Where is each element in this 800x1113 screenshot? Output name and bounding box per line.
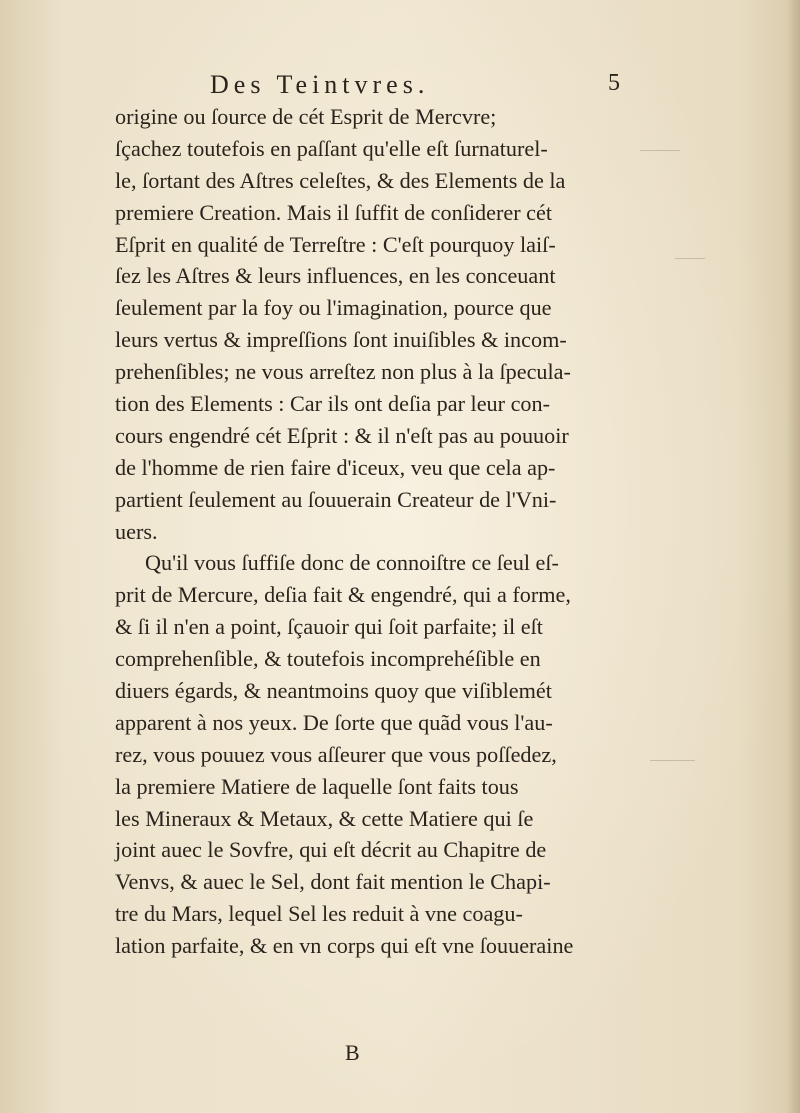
text-line: Qu'il vous ſuffiſe donc de connoiſtre ce ſeul eſ- [145,550,559,576]
text-line: ſez les Aſtres & leurs influences, en les conceuant [115,263,556,289]
text-line: diuers égards, & neantmoins quoy que viſiblemét [115,678,552,704]
text-line: & ſi il n'en a point, ſçauoir qui ſoit parfaite; il eſt [115,614,543,640]
body-text [115,101,635,962]
text-line: rez, vous pouuez vous aſſeurer que vous poſſedez, [115,741,557,767]
page-number: 5 [608,70,620,96]
text-line: tre du Mars, lequel Sel les reduit à vne coagu- [115,901,523,927]
running-title: Des Teintvres. [210,70,430,99]
bleed-through-mark [675,258,705,259]
text-line: apparent à nos yeux. De ſorte que quãd vous l'au- [115,709,553,735]
text-line: les Mineraux & Metaux, & cette Matiere qui ſe [115,805,534,831]
text-line: ſçachez toutefois en paſſant qu'elle eſt ſurnaturel- [115,135,548,161]
text-line: origine ou ſource de cét Esprit de Mercvre; [115,104,497,129]
text-line: lation parfaite, & en vn corps qui eſt vne ſouueraine [115,933,574,959]
text-line: Eſprit en qualité de Terreſtre : C'eſt pourquoy laiſ- [115,231,556,257]
text-line: uers. [115,518,158,544]
text-line: Venvs, & auec le Sel, dont fait mention le Chapi- [115,869,551,895]
text-line: prehenſibles; ne vous arreſtez non plus à la ſpecula- [115,359,571,385]
text-line: de l'homme de rien faire d'iceux, veu que cela ap- [115,454,556,480]
text-line: tion des Elements : Car ils ont deſia par leur con- [115,391,551,417]
text-line: partient ſeulement au ſouuerain Createur de l'Vni- [115,486,557,512]
text-line: cours engendré cét Eſprit : & il n'eſt pas au pouuoir [115,422,569,448]
bleed-through-mark [640,150,680,151]
text-line: le, ſortant des Aſtres celeſtes, & des Elements de la [115,167,566,193]
text-line: la premiere Matiere de laquelle ſont faits tous [115,773,519,799]
text-line: joint auec le Sovfre, qui eſt décrit au Chapitre de [115,837,547,863]
text-line: prit de Mercure, deſia fait & engendré, qui a forme, [115,582,571,608]
signature-mark: B [345,1040,360,1065]
text-line: ſeulement par la foy ou l'imagination, pource que [115,295,552,321]
bleed-through-mark [650,760,695,761]
text-line: premiere Creation. Mais il ſuffit de conſiderer cét [115,199,553,225]
page-edge-shadow [786,0,800,1113]
text-line: leurs vertus & impreſſions ſont inuiſibles & incom- [115,327,567,353]
text-line: comprehenſible, & toutefois incomprehéſible en [115,646,541,672]
